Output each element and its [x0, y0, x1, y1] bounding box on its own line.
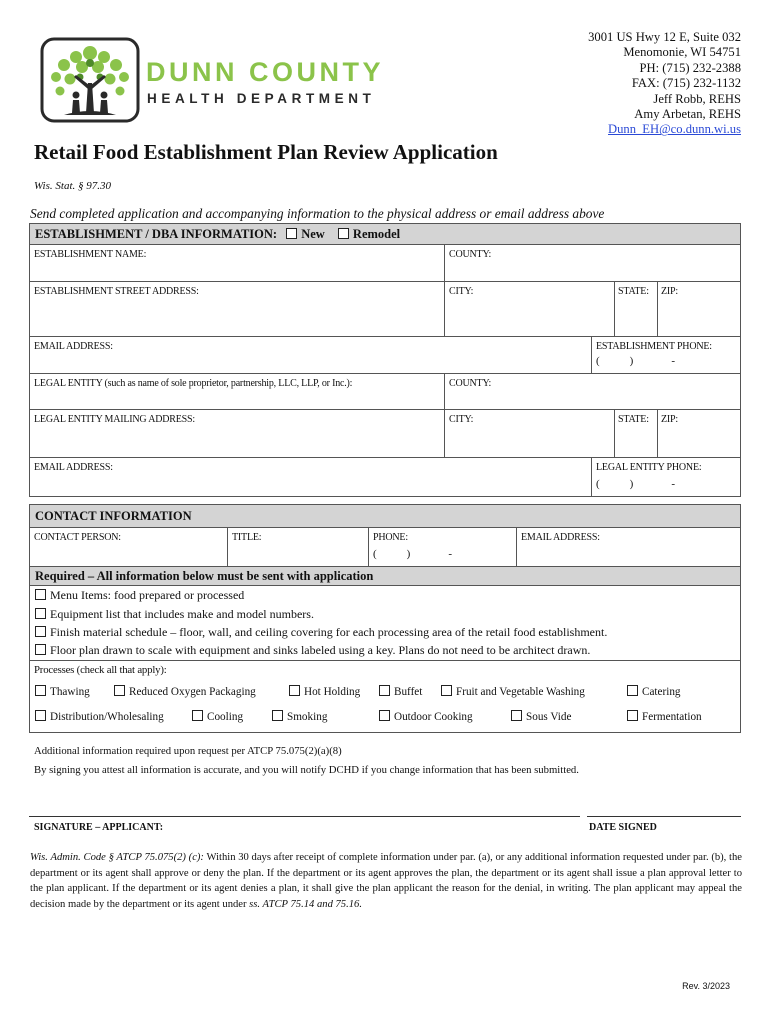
- instruction-text: Send completed application and accompanying information to the physical address or email address above: [30, 206, 605, 221]
- additional-info-note: Additional information required upon request per ATCP 75.075(2)(a)(8): [34, 745, 342, 757]
- phone-dash: -: [671, 478, 676, 490]
- col-divider: [444, 281, 445, 336]
- phone-dash: -: [448, 548, 453, 560]
- establishment-name-field[interactable]: ESTABLISHMENT NAME:: [34, 249, 147, 260]
- col-divider: [444, 244, 445, 281]
- establishment-section-header: [29, 223, 741, 245]
- contact-person-field[interactable]: CONTACT PERSON:: [34, 532, 121, 543]
- contact-phone-field[interactable]: PHONE:: [373, 532, 408, 543]
- legal-entity-phone-format: [596, 478, 675, 490]
- department-address: [588, 30, 741, 138]
- finish-schedule-checkbox[interactable]: [35, 626, 46, 637]
- col-divider: [227, 527, 228, 567]
- phone-paren-open: (: [373, 548, 377, 560]
- email-link[interactable]: Dunn_EH@co.dunn.wi.us: [608, 122, 741, 137]
- legal-body: Within 30 days after receipt of complete information under par. (a), or any additional information requested under par. (b), the department or its agent shall approve or deny the plan. If the department or its agent approves the plan, the department or its agent shall issue a plan approval letter to the plan applicant. If the department or its agent denies a plan, it shall give the plan applicant the reason for the denial, in writing. The plan applicant may appeal the decision made by the department or its agent under: [30, 852, 742, 910]
- processes-label: Processes (check all that apply):: [34, 664, 167, 676]
- distribution-wholesaling-checkbox[interactable]: [35, 710, 46, 721]
- reduced-oxygen-packaging-checkbox[interactable]: [114, 685, 125, 696]
- req-item-equipment: [35, 607, 314, 622]
- establishment-phone-format: [596, 355, 675, 367]
- process-label: Sous Vide: [526, 711, 572, 723]
- date-signed-line[interactable]: [587, 816, 741, 817]
- logo-name: DUNN COUNTY: [146, 57, 384, 87]
- col-divider: [591, 336, 592, 373]
- process-catering: [627, 685, 681, 698]
- process-sous-vide: [511, 710, 571, 723]
- col-divider: [657, 281, 658, 336]
- row-divider: [29, 457, 741, 458]
- phone-paren-open: (: [596, 478, 600, 490]
- process-smoking: [272, 710, 327, 723]
- address-line: 3001 US Hwy 12 E, Suite 032: [588, 30, 741, 44]
- remodel-checkbox[interactable]: [338, 228, 349, 239]
- legal-entity-email-field[interactable]: EMAIL ADDRESS:: [34, 462, 113, 473]
- legal-entity-phone-field[interactable]: LEGAL ENTITY PHONE:: [596, 462, 702, 473]
- row-divider: [29, 373, 741, 374]
- process-thawing: [35, 685, 90, 698]
- smoking-checkbox[interactable]: [272, 710, 283, 721]
- remodel-option-label: Remodel: [352, 227, 401, 241]
- logo-department: HEALTH DEPARTMENT: [147, 91, 376, 106]
- attestation-note: By signing you attest all information is accurate, and you will notify DCHD if you change information that has been submitted.: [34, 764, 579, 776]
- legal-entity-city-field[interactable]: CITY:: [449, 414, 474, 425]
- hot-holding-checkbox[interactable]: [289, 685, 300, 696]
- new-checkbox[interactable]: [286, 228, 297, 239]
- process-label: Distribution/Wholesaling: [50, 711, 164, 723]
- legal-end-reference: ss. ATCP 75.14 and 75.16.: [249, 898, 362, 910]
- legal-entity-mailing-field[interactable]: LEGAL ENTITY MAILING ADDRESS:: [34, 414, 195, 425]
- equipment-list-checkbox[interactable]: [35, 608, 46, 619]
- req-item-floor-plan: [35, 643, 590, 658]
- legal-statement: [30, 850, 742, 912]
- floor-plan-checkbox[interactable]: [35, 644, 46, 655]
- signature-applicant-label: SIGNATURE – APPLICANT:: [34, 822, 164, 833]
- legal-code-reference: Wis. Admin. Code § ATCP 75.075(2) (c):: [30, 852, 204, 863]
- process-hot-holding: [289, 685, 360, 698]
- process-label: Cooling: [207, 711, 244, 723]
- process-cooling: [192, 710, 243, 723]
- col-divider: [444, 409, 445, 457]
- establishment-state-field[interactable]: STATE:: [618, 286, 649, 297]
- col-divider: [591, 457, 592, 497]
- contact-email-field[interactable]: EMAIL ADDRESS:: [521, 532, 600, 543]
- req-item-label: Equipment list that includes make and model numbers.: [50, 607, 314, 621]
- fermentation-checkbox[interactable]: [627, 710, 638, 721]
- phone-paren-close: ): [629, 355, 634, 367]
- process-label: Thawing: [50, 686, 90, 698]
- process-label: Fruit and Vegetable Washing: [456, 686, 585, 698]
- req-item-label: Menu Items: food prepared or processed: [50, 588, 245, 602]
- cooling-checkbox[interactable]: [192, 710, 203, 721]
- contact-header-label: CONTACT INFORMATION: [35, 509, 192, 523]
- phone-paren-open: (: [596, 355, 600, 367]
- required-header-label: Required – All information below must be sent with application: [35, 569, 374, 583]
- thawing-checkbox[interactable]: [35, 685, 46, 696]
- sous-vide-checkbox[interactable]: [511, 710, 522, 721]
- process-label: Hot Holding: [304, 686, 361, 698]
- req-item-menu: [35, 588, 244, 603]
- req-item-finish: [35, 625, 607, 640]
- establishment-phone-field[interactable]: ESTABLISHMENT PHONE:: [596, 341, 712, 352]
- phone-dash: -: [671, 355, 676, 367]
- process-label: Smoking: [287, 711, 328, 723]
- catering-checkbox[interactable]: [627, 685, 638, 696]
- outdoor-cooking-checkbox[interactable]: [379, 710, 390, 721]
- page-title: Retail Food Establishment Plan Review Application: [34, 140, 498, 164]
- fax-line: FAX: (715) 232-1132: [631, 76, 741, 91]
- establishment-city-field[interactable]: CITY:: [449, 286, 474, 297]
- col-divider: [444, 373, 445, 409]
- row-divider: [29, 336, 741, 337]
- phone-paren-close: ): [406, 548, 411, 560]
- menu-items-checkbox[interactable]: [35, 589, 46, 600]
- col-divider: [614, 409, 615, 457]
- process-label: Reduced Oxygen Packaging: [129, 686, 256, 698]
- req-item-label: Floor plan drawn to scale with equipment and sinks labeled using a key. Plans do not need to be architect drawn.: [50, 643, 591, 657]
- process-buffet: [379, 685, 422, 698]
- revision-date: Rev. 3/2023: [682, 981, 730, 991]
- staff-line: Jeff Robb, REHS: [653, 91, 741, 106]
- row-divider: [29, 409, 741, 410]
- process-label: Fermentation: [642, 711, 702, 723]
- establishment-header-label: ESTABLISHMENT / DBA INFORMATION:: [35, 227, 278, 241]
- process-label: Buffet: [394, 686, 423, 698]
- phone-paren-close: ): [629, 478, 634, 490]
- establishment-county-field[interactable]: COUNTY:: [449, 249, 492, 260]
- statute-reference: Wis. Stat. § 97.30: [34, 180, 112, 192]
- contact-phone-format: [373, 548, 452, 560]
- process-distribution: [35, 710, 164, 723]
- address-line: Menomonie, WI 54751: [623, 45, 741, 60]
- legal-entity-field[interactable]: LEGAL ENTITY (such as name of sole proprietor, partnership, LLC, LLP, or Inc.):: [34, 378, 353, 389]
- date-signed-label: DATE SIGNED: [589, 822, 657, 833]
- legal-entity-zip-field[interactable]: ZIP:: [661, 414, 678, 425]
- establishment-zip-field[interactable]: ZIP:: [661, 286, 678, 297]
- legal-entity-county-field[interactable]: COUNTY:: [449, 378, 492, 389]
- col-divider: [657, 409, 658, 457]
- row-divider: [29, 660, 741, 661]
- col-divider: [516, 527, 517, 567]
- staff-line: Amy Arbetan, REHS: [634, 107, 741, 122]
- new-option-label: New: [301, 227, 325, 241]
- process-label: Outdoor Cooking: [394, 711, 473, 723]
- phone-line: PH: (715) 232-2388: [639, 60, 741, 75]
- process-rop: [114, 685, 256, 698]
- col-divider: [368, 527, 369, 567]
- signature-line[interactable]: [29, 816, 580, 817]
- contact-section-header: [29, 504, 741, 528]
- process-fruit-veg: [441, 685, 585, 698]
- legal-entity-state-field[interactable]: STATE:: [618, 414, 649, 425]
- establishment-street-field[interactable]: ESTABLISHMENT STREET ADDRESS:: [34, 286, 199, 297]
- req-item-label: Finish material schedule – floor, wall, and ceiling covering for each processing area of the retail food establishment.: [50, 625, 608, 639]
- fruit-vegetable-washing-checkbox[interactable]: [441, 685, 452, 696]
- contact-title-field[interactable]: TITLE:: [232, 532, 262, 543]
- process-label: Catering: [642, 686, 681, 698]
- process-fermentation: [627, 710, 702, 723]
- col-divider: [614, 281, 615, 336]
- required-section-header: [29, 566, 741, 586]
- dunn-county-logo-tree-icon: [40, 37, 140, 123]
- establishment-email-field[interactable]: EMAIL ADDRESS:: [34, 341, 113, 352]
- buffet-checkbox[interactable]: [379, 685, 390, 696]
- row-divider: [29, 281, 741, 282]
- process-outdoor-cooking: [379, 710, 473, 723]
